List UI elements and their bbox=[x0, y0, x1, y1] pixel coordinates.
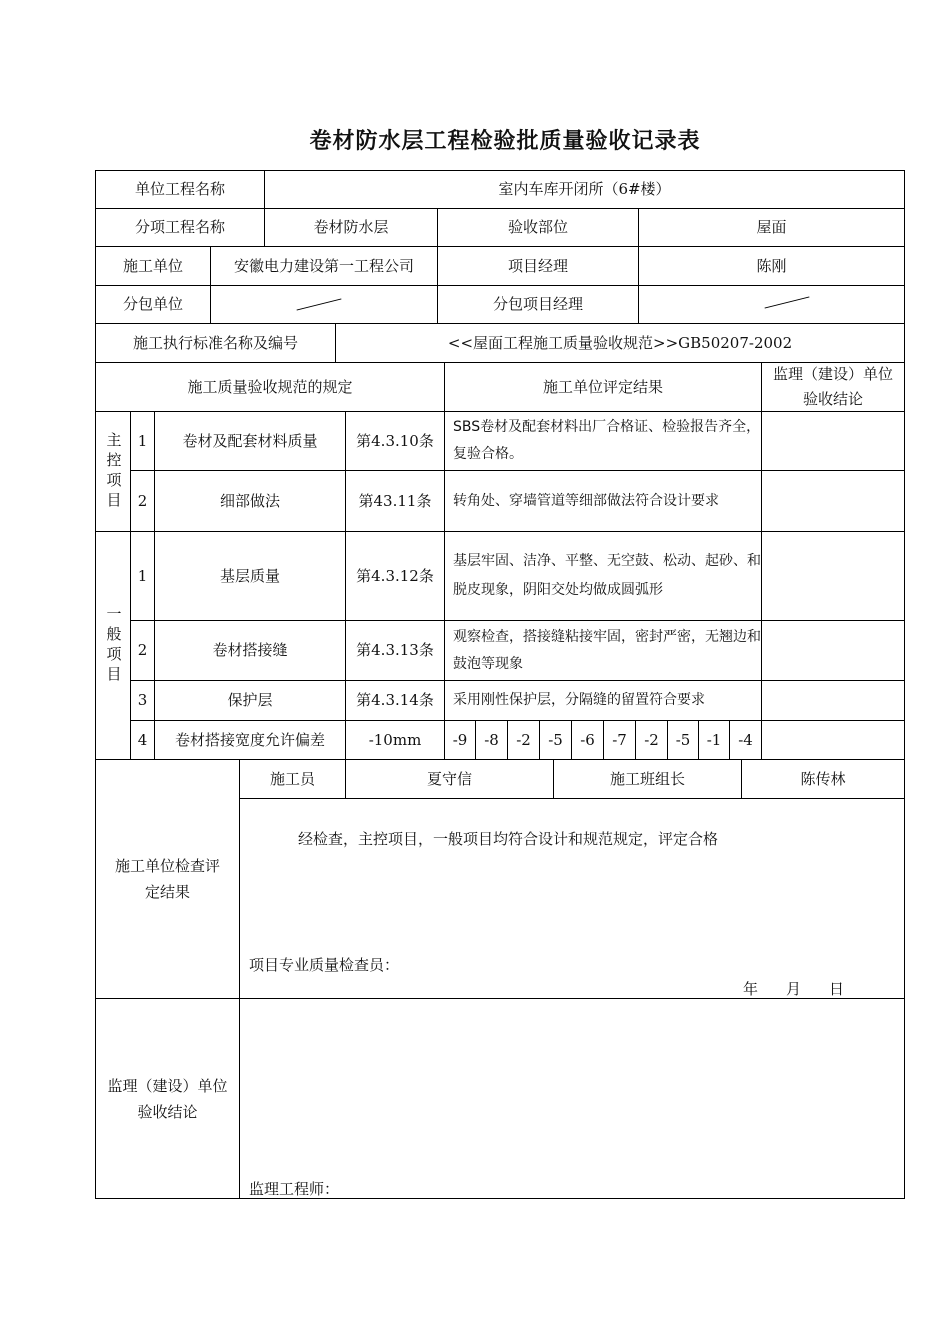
general-group-label: 一般项目 bbox=[95, 531, 131, 760]
sub-project-value: 卷材防水层 bbox=[264, 208, 438, 247]
general-item-supervision bbox=[761, 531, 905, 621]
unit-project-value: 室内车库开闭所（6#楼） bbox=[264, 170, 905, 209]
project-manager-value: 陈刚 bbox=[638, 246, 905, 286]
general-item-name: 卷材搭接宽度允许偏差 bbox=[154, 720, 346, 760]
team-leader-name: 陈传林 bbox=[741, 759, 905, 799]
main-item-clause: 第4.3.10条 bbox=[345, 411, 445, 471]
measurement-cell: -1 bbox=[698, 720, 730, 760]
worker-label: 施工员 bbox=[239, 759, 346, 799]
acceptance-part-value: 屋面 bbox=[638, 208, 905, 247]
general-item-name: 保护层 bbox=[154, 680, 346, 721]
main-item-name: 细部做法 bbox=[154, 470, 346, 532]
inspection-conclusion: 经检查，主控项目，一般项目均符合设计和规范规定，评定合格 bbox=[298, 830, 719, 848]
measurement-cell: -2 bbox=[635, 720, 668, 760]
main-item-result: 转角处、穿墙管道等细部做法符合设计要求 bbox=[444, 470, 762, 532]
standard-label: 施工执行标准名称及编号 bbox=[95, 323, 336, 363]
general-item-number: 2 bbox=[130, 620, 155, 681]
measurement-cell: -2 bbox=[507, 720, 540, 760]
general-item-clause: 第4.3.12条 bbox=[345, 531, 445, 621]
measurement-cell: -5 bbox=[539, 720, 572, 760]
supervision-conclusion-label: 监理（建设）单位验收结论 bbox=[95, 998, 240, 1199]
supervision-conclusion-box bbox=[239, 998, 905, 1199]
general-item-clause: -10mm bbox=[345, 720, 445, 760]
main-item-clause: 第43.11条 bbox=[345, 470, 445, 532]
general-item-number: 3 bbox=[130, 680, 155, 721]
unit-project-label: 单位工程名称 bbox=[95, 170, 265, 209]
main-item-number: 1 bbox=[130, 411, 155, 471]
general-item-result: 观察检查，搭接缝粘接牢固，密封严密，无翘边和鼓泡等现象 bbox=[444, 620, 762, 681]
supervision-column-header: 监理（建设）单位验收结论 bbox=[761, 362, 905, 412]
acceptance-part-label: 验收部位 bbox=[437, 208, 639, 247]
date-day: 日 bbox=[829, 980, 845, 998]
general-item-name: 基层质量 bbox=[154, 531, 346, 621]
general-item-supervision bbox=[761, 620, 905, 681]
construction-unit-value: 安徽电力建设第一工程公司 bbox=[210, 246, 438, 286]
general-item-number: 4 bbox=[130, 720, 155, 760]
general-item-result: 基层牢固、洁净、平整、无空鼓、松动、起砂、和脱皮现象，阴阳交处均做成圆弧形 bbox=[444, 531, 762, 621]
main-item-name: 卷材及配套材料质量 bbox=[154, 411, 346, 471]
team-leader-label: 施工班组长 bbox=[553, 759, 742, 799]
general-item-supervision bbox=[761, 680, 905, 721]
subcontract-pm-value bbox=[638, 285, 905, 324]
general-item-result: 采用刚性保护层，分隔缝的留置符合要求 bbox=[444, 680, 762, 721]
measurement-cell: -9 bbox=[444, 720, 476, 760]
result-column-header: 施工单位评定结果 bbox=[444, 362, 762, 412]
subcontract-unit-value bbox=[210, 285, 438, 324]
measurement-cell: -4 bbox=[729, 720, 762, 760]
measurement-cell: -8 bbox=[475, 720, 508, 760]
general-item-supervision bbox=[761, 720, 905, 760]
not-applicable-slash bbox=[765, 296, 810, 308]
main-item-supervision bbox=[761, 411, 905, 471]
general-item-name: 卷材搭接缝 bbox=[154, 620, 346, 681]
measurement-cell: -7 bbox=[603, 720, 636, 760]
project-manager-label: 项目经理 bbox=[437, 246, 639, 286]
main-item-number: 2 bbox=[130, 470, 155, 532]
main-item-supervision bbox=[761, 470, 905, 532]
subcontract-unit-label: 分包单位 bbox=[95, 285, 211, 324]
sub-project-label: 分项工程名称 bbox=[95, 208, 265, 247]
subcontract-pm-label: 分包项目经理 bbox=[437, 285, 639, 324]
measurement-cell: -5 bbox=[667, 720, 699, 760]
construction-unit-label: 施工单位 bbox=[95, 246, 211, 286]
not-applicable-slash bbox=[297, 298, 342, 310]
main-item-result: SBS卷材及配套材料出厂合格证、检验报告齐全，复验合格。 bbox=[444, 411, 762, 471]
inspection-conclusion-box bbox=[239, 798, 905, 999]
inspection-result-label: 施工单位检查评定结果 bbox=[95, 759, 240, 999]
main-control-group-label: 主控项目 bbox=[95, 411, 131, 532]
spec-column-header: 施工质量验收规范的规定 bbox=[95, 362, 445, 412]
form-title: 卷材防水层工程检验批质量验收记录表 bbox=[309, 128, 701, 154]
general-item-clause: 第4.3.13条 bbox=[345, 620, 445, 681]
general-item-clause: 第4.3.14条 bbox=[345, 680, 445, 721]
standard-value: <<屋面工程施工质量验收规范>>GB50207-2002 bbox=[335, 323, 905, 363]
date-year: 年 bbox=[743, 980, 759, 998]
quality-inspector-label: 项目专业质量检查员： bbox=[249, 956, 400, 974]
worker-name: 夏守信 bbox=[345, 759, 554, 799]
date-month: 月 bbox=[786, 980, 802, 998]
general-item-number: 1 bbox=[130, 531, 155, 621]
supervision-engineer-label: 监理工程师： bbox=[249, 1180, 340, 1198]
measurement-cell: -6 bbox=[571, 720, 604, 760]
